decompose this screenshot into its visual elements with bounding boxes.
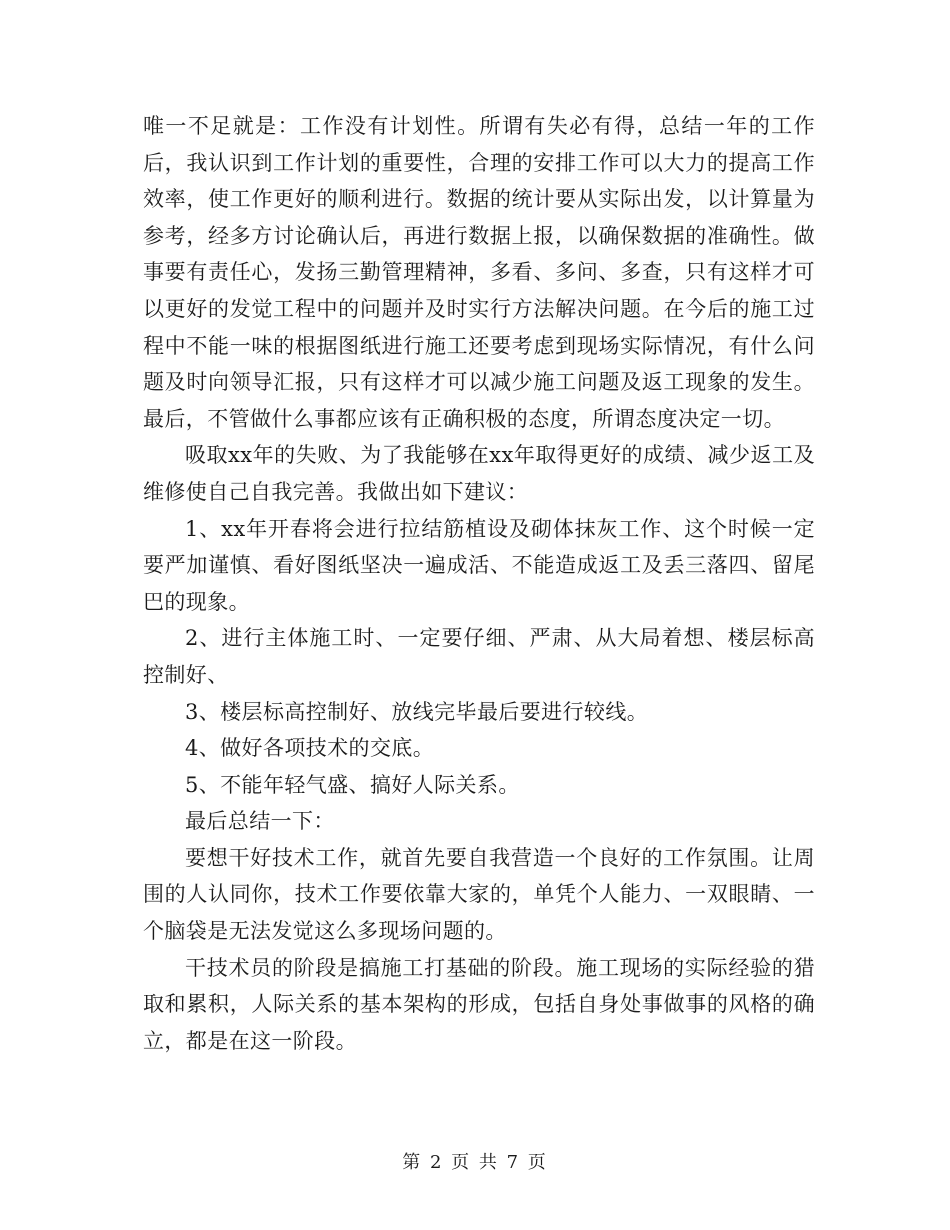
suggestion-item-3: 3、楼层标高控制好、放线完毕最后要进行较线。 <box>185 699 649 724</box>
document-body <box>143 108 815 1059</box>
page-number-footer: 第 2 页 共 7 页 <box>402 1152 548 1173</box>
suggestion-item-1: 1、xx年开春将会进行拉结筋植设及砌体抹灰工作、这个时候一定要严加谨慎、看好图纸坚决一遍成活、不能造成返工及丢三落四、留尾巴的现象。 <box>143 516 815 614</box>
paragraph-work-atmosphere: 要想干好技术工作，就首先要自我营造一个良好的工作氛围。让周围的人认同你，技术工作要依靠大家的，单凭个人能力、一双眼睛、一个脑袋是无法发觉这么多现场问题的。 <box>143 845 815 944</box>
conclusion-heading: 最后总结一下： <box>185 809 335 834</box>
paragraph-technician-stage: 干技术员的阶段是搞施工打基础的阶段。施工现场的实际经验的猎取和累积，人际关系的基本架构的形成，包括自身处事做事的风格的确立，都是在这一阶段。 <box>143 955 815 1053</box>
paragraph-summary-shortcoming: 唯一不足就是：工作没有计划性。所谓有失必有得，总结一年的工作后，我认识到工作计划的重要性，合理的安排工作可以大力的提高工作效率，使工作更好的顺利进行。数据的统计要从实际出发，以计算量为参考，经多方讨论确认后，再进行数据上报，以确保数据的准确性。做事要有责任心，发扬三勤管理精神，多看、多问、多查，只有这样才可以更好的发觉工程中的问题并及时实行方法解决问题。在今后的施工过程中不能一味的根据图纸进行施工还要考虑到现场实际情况，有什么问题及时向领导汇报，只有这样才可以减少施工问题及返工现象的发生。最后，不管做什么事都应该有正确积极的态度，所谓态度决定一切。 <box>143 114 815 431</box>
paragraph-lessons-intro: 吸取xx年的失败、为了我能够在xx年取得更好的成绩、减少返工及维修使自己自我完善。我做出如下建议： <box>143 443 815 504</box>
suggestion-item-2: 2、进行主体施工时、一定要仔细、严肃、从大局着想、楼层标高控制好、 <box>143 626 815 687</box>
suggestion-item-5: 5、不能年轻气盛、搞好人际关系。 <box>185 772 520 797</box>
suggestion-item-4: 4、做好各项技术的交底。 <box>185 736 435 761</box>
